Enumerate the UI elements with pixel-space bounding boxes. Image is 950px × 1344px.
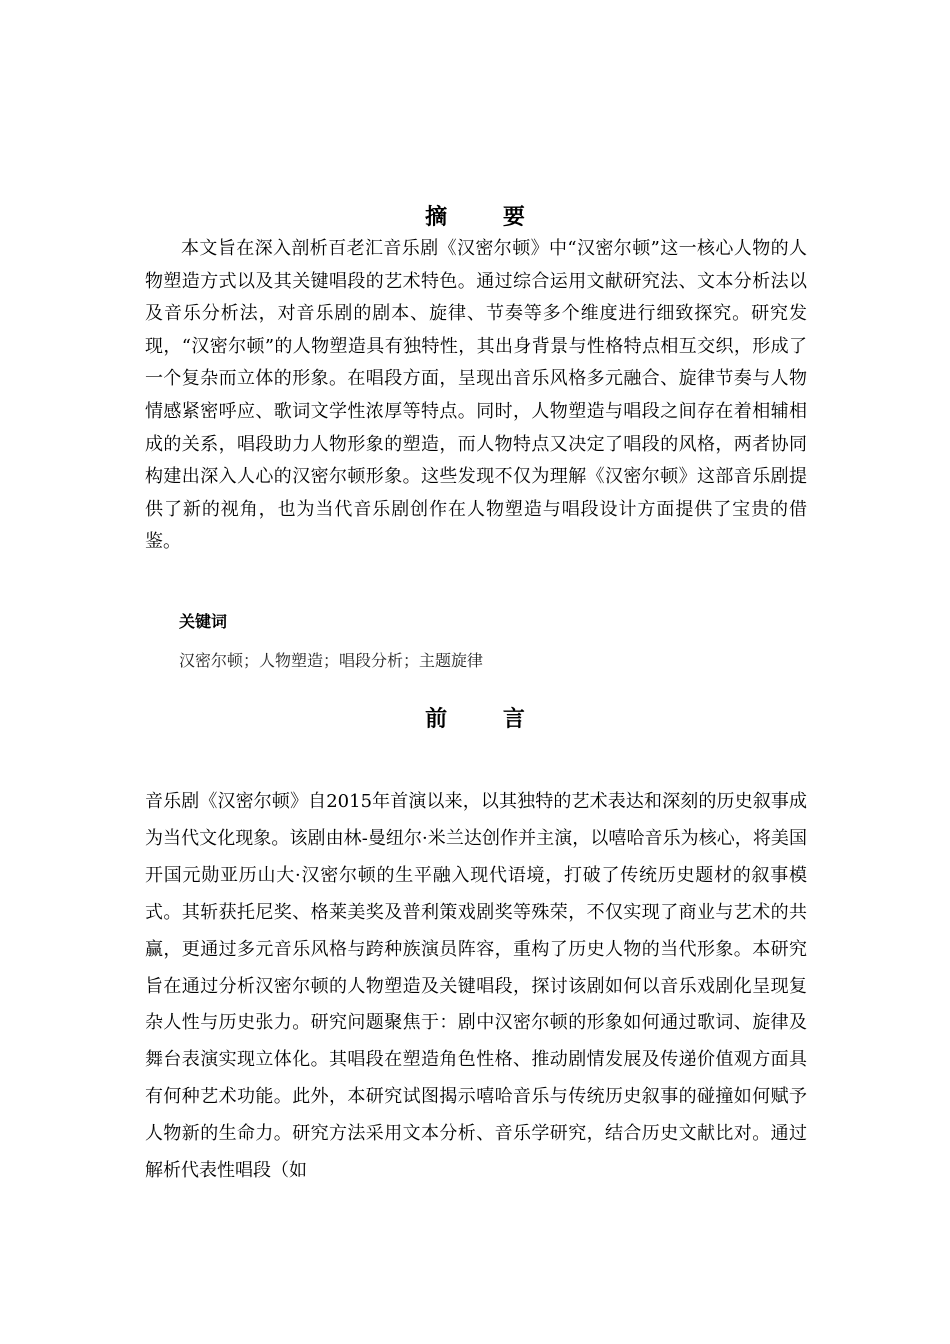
abstract-heading: 摘 要	[425, 205, 549, 230]
preface-paragraph: 音乐剧《汉密尔顿》自2015年首演以来，以其独特的艺术表达和深刻的历史叙事成为当代文化现象。该剧由林-曼纽尔·米兰达创作并主演，以嘻哈音乐为核心，将美国开国元勋亚历山大·汉密尔顿的生平融入现代语境，打破了传统历史题材的叙事模式。其斩获托尼奖、格莱美奖及普利策戏剧奖等殊荣，不仅实现了商业与艺术的共赢，更通过多元音乐风格与跨种族演员阵容，重构了历史人物的当代形象。本研究旨在通过分析汉密尔顿的人物塑造及关键唱段，探讨该剧如何以音乐戏剧化呈现复杂人性与历史张力。研究问题聚焦于：剧中汉密尔顿的形象如何通过歌词、旋律及舞台表演实现立体化。其唱段在塑造角色性格、推动剧情发展及传递价值观方面具有何种艺术功能。此外，本研究试图揭示嘻哈音乐与传统历史叙事的碰撞如何赋予人物新的生命力。研究方法采用文本分析、音乐学研究，结合历史文献比对。通过解析代表性唱段（如	[145, 791, 807, 1182]
keywords-list: 汉密尔顿；人物塑造；唱段分析；主题旋律	[179, 651, 484, 670]
keywords-heading: 关键词	[179, 612, 228, 631]
preface-heading: 前 言	[425, 707, 549, 732]
abstract-paragraph: 本文旨在深入剖析百老汇音乐剧《汉密尔顿》中“汉密尔顿”这一核心人物的人物塑造方式以及其关键唱段的艺术特色。通过综合运用文献研究法、文本分析法以及音乐分析法，对音乐剧的剧本、旋律、节奏等多个维度进行细致探究。研究发现，“汉密尔顿”的人物塑造具有独特性，其出身背景与性格特点相互交织，形成了一个复杂而立体的形象。在唱段方面，呈现出音乐风格多元融合、旋律节奏与人物情感紧密呼应、歌词文学性浓厚等特点。同时，人物塑造与唱段之间存在着相辅相成的关系，唱段助力人物形象的塑造，而人物特点又决定了唱段的风格，两者协同构建出深入人心的汉密尔顿形象。这些发现不仅为理解《汉密尔顿》这部音乐剧提供了新的视角，也为当代音乐剧创作在人物塑造与唱段设计方面提供了宝贵的借鉴。	[145, 238, 807, 553]
